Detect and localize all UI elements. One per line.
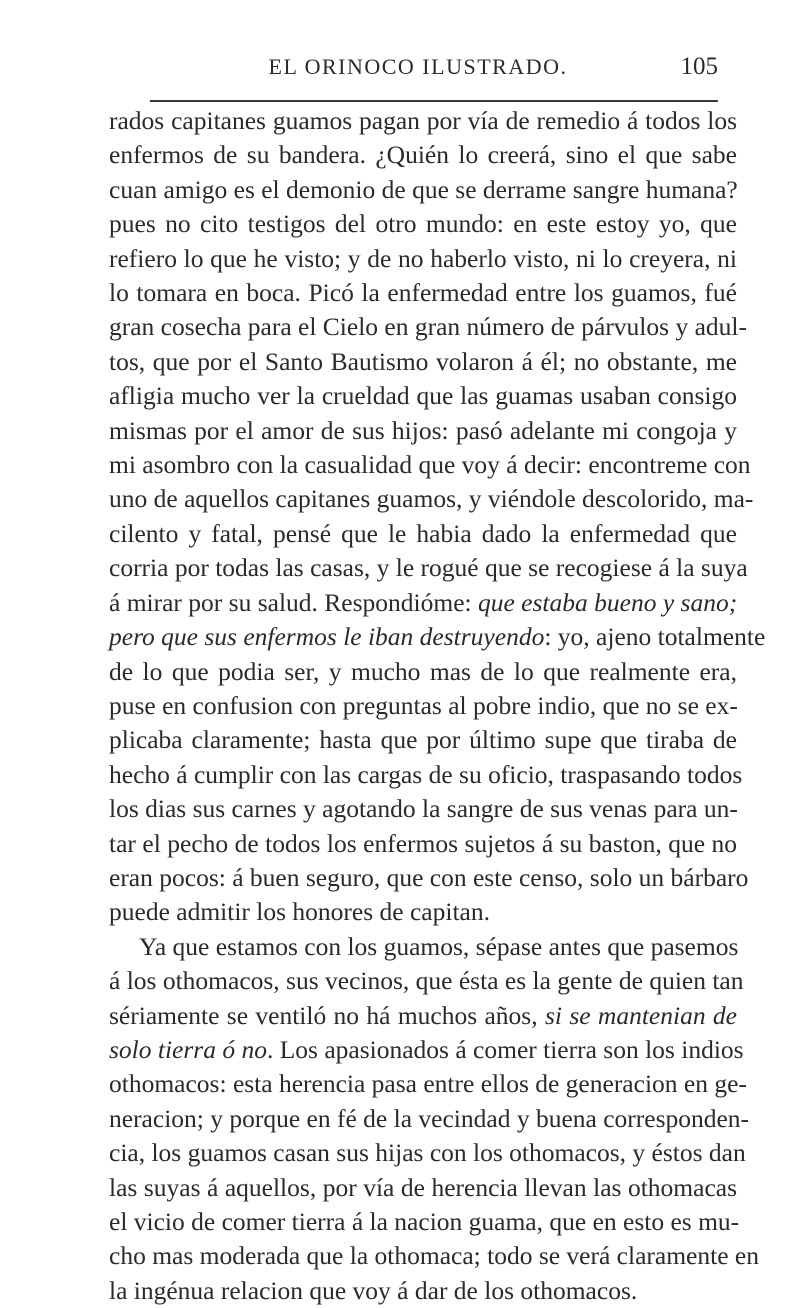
italic-question: si se mantenian de xyxy=(544,1000,737,1030)
text-line: lo tomara en boca. Picó la enfermedad entre los guamos, fué xyxy=(109,278,737,308)
body-text xyxy=(109,104,766,1308)
page-number: 105 xyxy=(680,53,718,80)
text-run: sériamente se ventiló no há muchos años, xyxy=(109,1000,545,1030)
text-run: : yo, ajeno totalmente xyxy=(544,622,766,652)
text-line: rados capitanes guamos pagan por vía de remedio á todos los xyxy=(109,106,737,135)
text-line: cuan amigo es el demonio de que se derrame sangre humana? xyxy=(109,174,738,204)
text-run: . Los apasionados á comer tierra son los indios xyxy=(266,1034,744,1064)
header-rule xyxy=(150,100,718,102)
text-line: tos, que por el Santo Bautismo volaron á él; no obstante, me xyxy=(109,346,737,376)
text-line xyxy=(109,999,737,1033)
text-line: pues no cito testigos del otro mundo: en este estoy yo, que xyxy=(109,209,737,239)
text-line: las suyas á aquellos, por vía de herencia llevan las othomacas xyxy=(109,1172,737,1202)
text-line: plicaba claramente; hasta que por último supe que tiraba de xyxy=(109,725,737,755)
text-line xyxy=(109,620,766,654)
italic-quote: que estaba bueno y sano; xyxy=(477,587,738,617)
text-line: gran cosecha para el Cielo en gran número de párvulos y adul- xyxy=(109,312,747,342)
text-line: los dias sus carnes y agotando la sangre de sus venas para un- xyxy=(109,794,738,824)
text-line: puse en confusion con preguntas al pobre indio, que no se ex- xyxy=(109,690,738,720)
text-line: cia, los guamos casan sus hijas con los othomacos, y éstos dan xyxy=(109,1138,746,1168)
text-line: mi asombro con la casualidad que voy á decir: encontreme con xyxy=(109,450,751,480)
text-line: eran pocos: á buen seguro, que con este censo, solo un bárbaro xyxy=(109,862,749,892)
text-line xyxy=(109,1033,744,1067)
text-line: neracion; y porque en fé de la vecindad y buena corresponden- xyxy=(109,1103,750,1133)
italic-quote: pero que sus enfermos le iban destruyendo xyxy=(109,622,545,652)
text-line: á los othomacos, sus vecinos, que ésta es la gente de quien tan xyxy=(109,966,744,996)
text-line: othomacos: esta herencia pasa entre ellos de generacion en ge- xyxy=(109,1069,747,1099)
text-line: afligia mucho ver la crueldad que las guamas usaban consigo xyxy=(109,381,737,411)
text-line: la ingénua relacion que voy á dar de los othomacos. xyxy=(109,1275,638,1305)
text-line: el vicio de comer tierra á la nacion guama, que en esto es mu- xyxy=(109,1207,740,1236)
running-title: EL ORINOCO ILUSTRADO. xyxy=(268,54,568,79)
text-line: de lo que podia ser, y mucho mas de lo que realmente era, xyxy=(109,656,737,686)
text-line: hecho á cumplir con las cargas de su oficio, traspasando todos xyxy=(109,759,743,789)
text-run: á mirar por su salud. Respondióme: xyxy=(109,587,478,617)
text-line xyxy=(109,586,737,620)
text-line: cho mas moderada que la othomaca; todo se verá claramente en xyxy=(109,1241,759,1271)
paragraph-1 xyxy=(109,104,766,930)
text-line: enfermos de su bandera. ¿Quién lo creerá, sino el que sabe xyxy=(109,140,737,170)
italic-question: solo tierra ó no xyxy=(109,1034,267,1064)
text-line: Ya que estamos con los guamos, sépase antes que pasemos xyxy=(139,931,739,961)
text-line: mismas por el amor de sus hijos: pasó adelante mi congoja y xyxy=(109,415,737,445)
text-line: corria por todas las casas, y le rogué que se recogiese á la suya xyxy=(109,553,748,583)
text-line: puede admitir los honores de capitan. xyxy=(109,897,490,927)
running-head xyxy=(118,52,718,82)
paragraph-2 xyxy=(109,930,759,1308)
text-line: refiero lo que he visto; y de no haberlo visto, ni lo creyera, ni xyxy=(109,243,737,273)
text-line: cilento y fatal, pensé que le habia dado la enfermedad que xyxy=(109,518,737,548)
text-line: tar el pecho de todos los enfermos sujetos á su baston, que no xyxy=(109,828,737,858)
text-line: uno de aquellos capitanes guamos, y viéndole descolorido, ma- xyxy=(109,484,754,514)
